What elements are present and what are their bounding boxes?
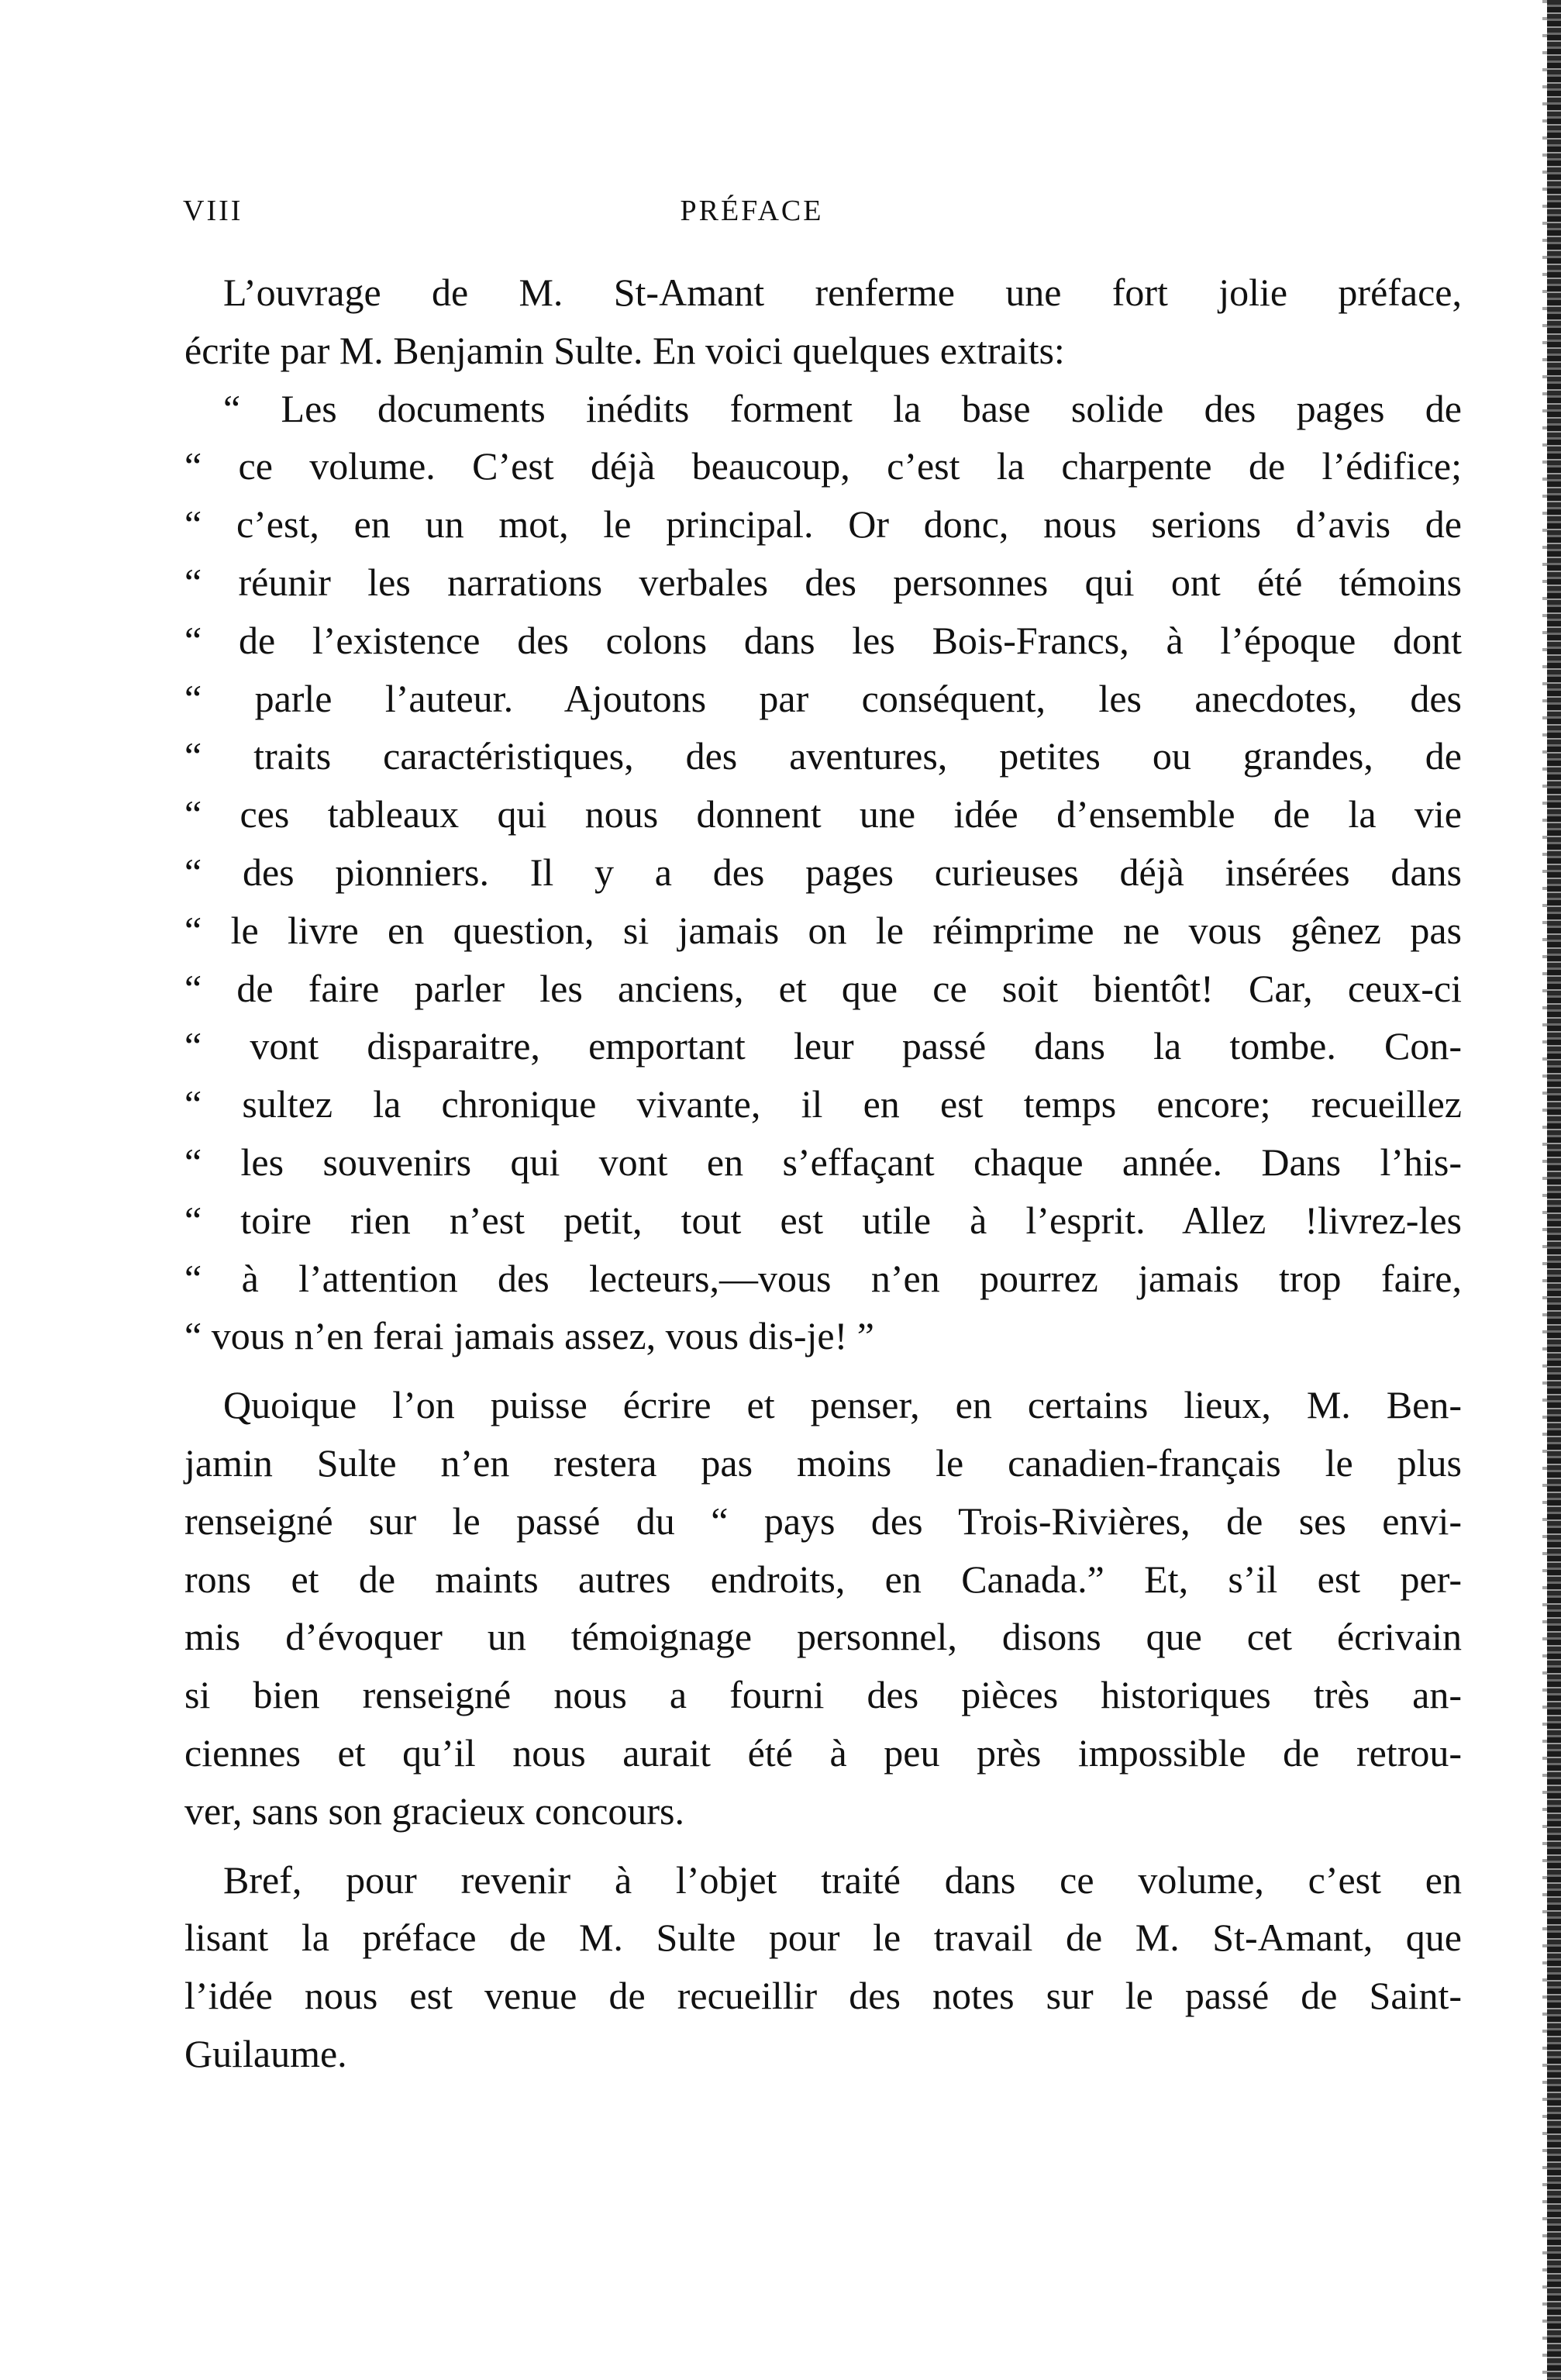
text-line: “ ce volume. C’est déjà beaucoup, c’est la charpente de l’édifice; [184,444,1462,488]
text-line: “ Les documents inédits forment la base solide des pages de [223,386,1462,430]
scan-edge [1547,0,1561,2380]
text-line: lisant la préface de M. Sulte pour le travail de M. St-Amant, que [184,1916,1462,1960]
text-line: “ des pionniers. Il y a des pages curieuses déjà insérées dans [184,850,1462,894]
text-line: Guilaume. [184,2031,347,2075]
text-line: “ ces tableaux qui nous donnent une idée d’ensemble de la vie [184,792,1462,836]
text-line: ver, sans son gracieux concours. [184,1788,685,1833]
paragraph [184,380,1462,1366]
page-number: VIII [183,195,243,227]
text-line: mis d’évoquer un témoignage personnel, disons que cet écrivain [184,1615,1462,1659]
text-line: jamin Sulte n’en restera pas moins le canadien-français le plus [184,1440,1462,1485]
text-line: rons et de maints autres endroits, en Canada.” Et, s’il est per- [184,1557,1462,1601]
text-line: “ de faire parler les anciens, et que ce soit bientôt! Car, ceux-ci [184,966,1462,1010]
text-line: “ toire rien n’est petit, tout est utile à l’esprit. Allez !livrez-les [184,1198,1462,1242]
text-line: “ les souvenirs qui vont en s’effaçant chaque année. Dans l’his- [184,1140,1462,1184]
text-line: écrite par M. Benjamin Sulte. En voici quelques extraits: [184,328,1065,372]
text-line: ciennes et qu’il nous aurait été à peu près impossible de retrou- [184,1730,1462,1775]
text-line: “ vous n’en ferai jamais assez, vous dis-je! ” [184,1314,874,1358]
text-line: Bref, pour revenir à l’objet traité dans ce volume, c’est en [223,1857,1462,1902]
paragraph [184,1851,1462,2083]
paragraph-gap [184,1840,1462,1851]
text-line: “ vont disparaitre, emportant leur passé dans la tombe. Con- [184,1024,1462,1068]
paragraph-gap [184,1365,1462,1376]
text-line: l’idée nous est venue de recueillir des notes sur le passé de Saint- [184,1974,1462,2018]
paragraph [184,1376,1462,1840]
text-line: “ sultez la chronique vivante, il en est temps encore; recueillez [184,1082,1462,1126]
text-line: “ réunir les narrations verbales des personnes qui ont été témoins [184,560,1462,604]
text-line: “ parle l’auteur. Ajoutons par conséquent, les anecdotes, des [184,676,1462,720]
text-line: renseigné sur le passé du “ pays des Trois-Rivières, de ses envi- [184,1499,1462,1543]
running-head [183,194,1462,240]
text-line: “ c’est, en un mot, le principal. Or donc, nous serions d’avis de [184,502,1462,547]
text-line: Quoique l’on puisse écrire et penser, en certains lieux, M. Ben- [223,1383,1462,1427]
text-line: L’ouvrage de M. St-Amant renferme une fort jolie préface, [223,271,1462,314]
text-line: “ traits caractéristiques, des aventures, petites ou grandes, de [184,734,1462,778]
text-line: si bien renseigné nous a fourni des pièces historiques très an- [184,1673,1462,1717]
running-head-title: PRÉFACE [680,195,824,227]
paragraph [184,264,1462,380]
text-line: “ de l’existence des colons dans les Bois-Francs, à l’époque dont [184,618,1462,662]
text-line: “ à l’attention des lecteurs,—vous n’en pourrez jamais trop faire, [184,1256,1462,1300]
body-text [184,264,1462,2083]
text-line: “ le livre en question, si jamais on le réimprime ne vous gênez pas [184,908,1462,952]
